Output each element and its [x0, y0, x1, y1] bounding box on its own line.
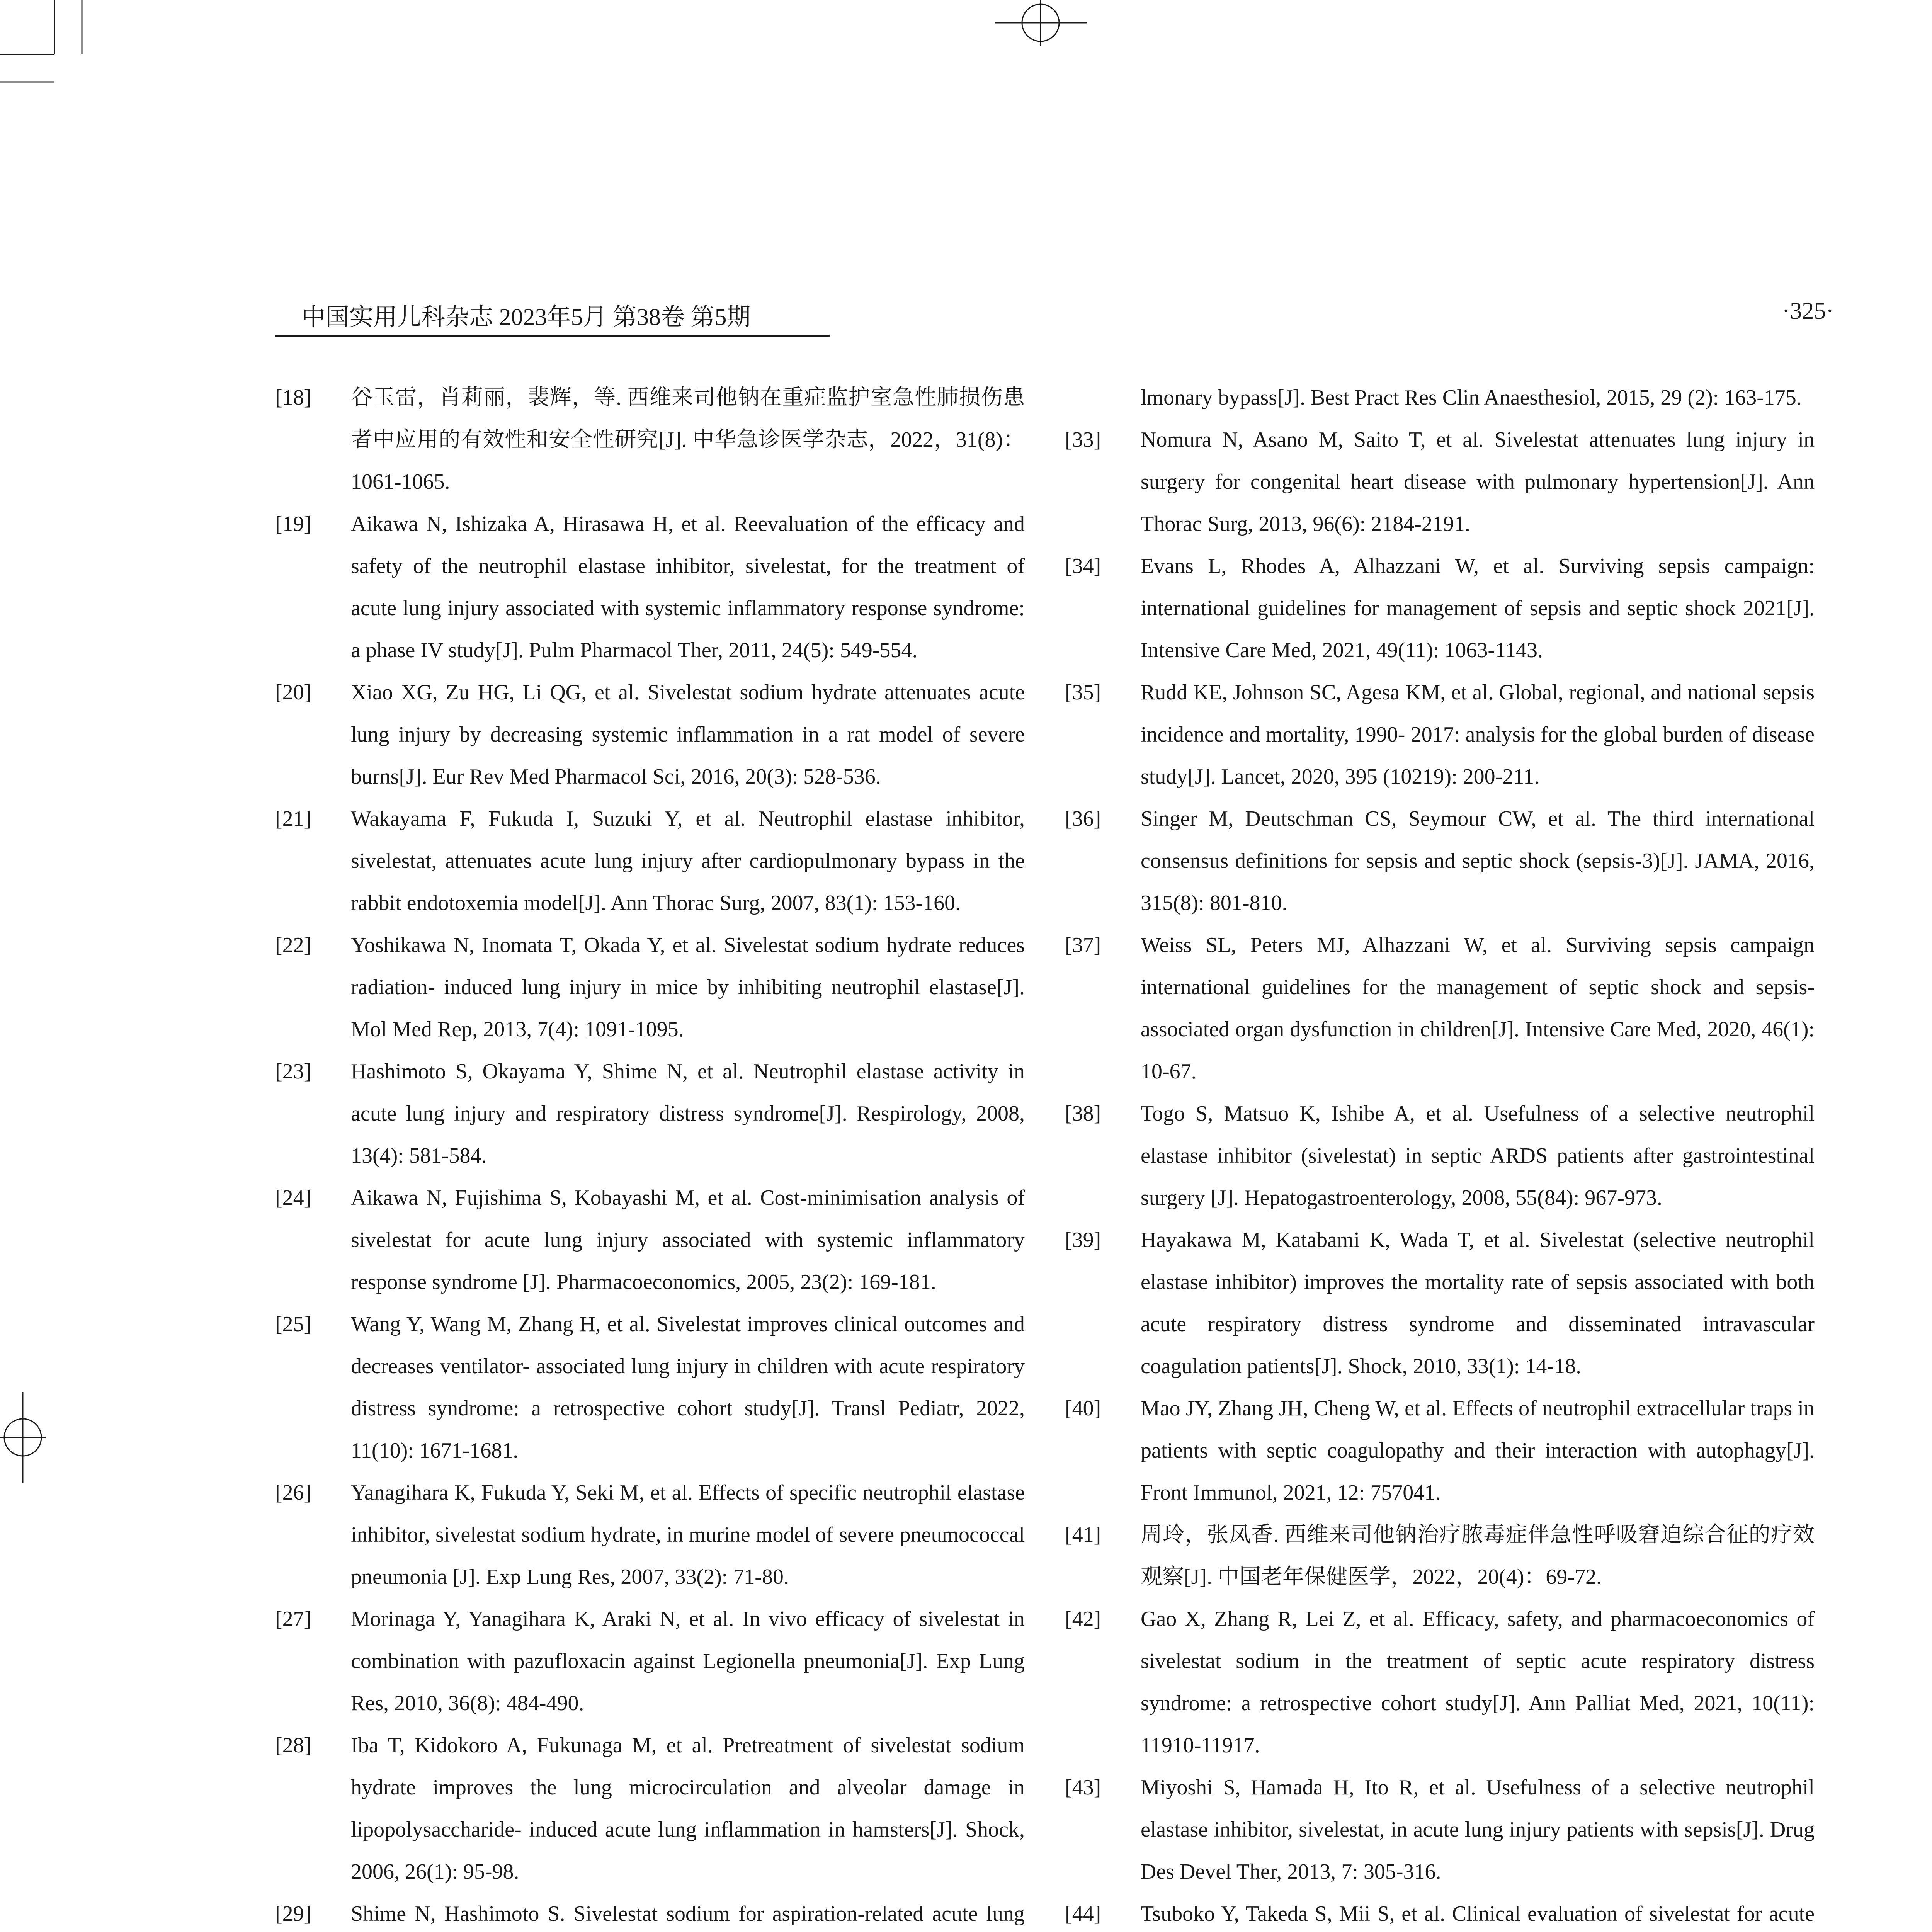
reference-entry: [1065, 1893, 1815, 1932]
reference-number: [19]: [275, 512, 311, 536]
reference-number: [40]: [1065, 1396, 1101, 1420]
page-number: ·325·: [1782, 298, 1834, 324]
reference-number: [42]: [1065, 1607, 1101, 1631]
reference-number: [20]: [275, 680, 311, 704]
reference-entry: [275, 1177, 1025, 1303]
reference-number: [27]: [275, 1607, 311, 1631]
header-rule: [275, 335, 830, 337]
reference-entry: [1065, 1598, 1815, 1767]
running-header-journal: 中国实用儿科杂志 2023年5月 第38卷 第5期: [301, 304, 751, 330]
reference-number: [36]: [1065, 807, 1101, 831]
reference-text: Wang Y, Wang M, Zhang H, et al. Sivelestat improves clinical outcomes and decreases ventilator- associated lung injury in children with acute respiratory distress syndrome: a retrospective cohort study[J]. Transl Pediatr, 2022, 11(10): 1671-1681.: [351, 1312, 1025, 1463]
reference-number: [37]: [1065, 933, 1101, 957]
reference-text: lmonary bypass[J]. Best Pract Res Clin Anaesthesiol, 2015, 29 (2): 163-175.: [1141, 386, 1802, 410]
crop-mark-top-left: [0, 0, 82, 82]
reference-text: Morinaga Y, Yanagihara K, Araki N, et al. In vivo efficacy of sivelestat in combination with pazufloxacin against Legionella pneumonia[J]. Exp Lung Res, 2010, 36(8): 484-490.: [351, 1607, 1025, 1715]
reference-entry: [275, 924, 1025, 1051]
reference-entry: [1065, 1767, 1815, 1893]
registration-mark-top: [995, 0, 1087, 46]
reference-entry: [275, 1893, 1025, 1932]
reference-number: [35]: [1065, 680, 1101, 704]
reference-number: [39]: [1065, 1228, 1101, 1252]
reference-entry: [275, 1051, 1025, 1177]
reference-text: Weiss SL, Peters MJ, Alhazzani W, et al. Surviving sepsis campaign international guidelines for the management of septic shock and sepsis-associated organ dysfunction in children[J]. Intensive Care Med, 2020, 46(1): 10-67.: [1141, 933, 1815, 1083]
reference-text: Hayakawa M, Katabami K, Wada T, et al. Sivelestat (selective neutrophil elastase inhibitor) improves the mortality rate of sepsis associated with both acute respiratory distress syndrome and disseminated intravascular coagulation patients[J]. Shock, 2010, 33(1): 14-18.: [1141, 1228, 1815, 1378]
reference-number: [44]: [1065, 1902, 1101, 1926]
reference-number: [43]: [1065, 1776, 1101, 1799]
registration-mark-left: [0, 1392, 46, 1483]
reference-entry: [275, 798, 1025, 924]
reference-text: Aikawa N, Fujishima S, Kobayashi M, et al. Cost-minimisation analysis of sivelestat for acute lung injury associated with systemic inflammatory response syndrome [J]. Pharmacoeconomics, 2005, 23(2): 169-181.: [351, 1186, 1025, 1294]
reference-entry: [1065, 924, 1815, 1093]
reference-text: Tsuboko Y, Takeda S, Mii S, et al. Clinical evaluation of sivelestat for acute: [1141, 1902, 1815, 1926]
reference-text: Mao JY, Zhang JH, Cheng W, et al. Effects of neutrophil extracellular traps in patients with septic coagulopathy and their interaction with autophagy[J]. Front Immunol, 2021, 12: 757041.: [1141, 1396, 1815, 1505]
reference-text: Hashimoto S, Okayama Y, Shime N, et al. Neutrophil elastase activity in acute lung injury and respiratory distress syndrome[J]. Respirology, 2008, 13(4): 581-584.: [351, 1060, 1025, 1168]
reference-number: [29]: [275, 1902, 311, 1926]
reference-entry: [275, 1598, 1025, 1725]
reference-number: [28]: [275, 1733, 311, 1757]
reference-number: [38]: [1065, 1102, 1101, 1126]
reference-text: Togo S, Matsuo K, Ishibe A, et al. Usefulness of a selective neutrophil elastase inhibitor (sivelestat) in septic ARDS patients after gastrointestinal surgery [J]. Hepatogastroenterology, 2008, 55(84): 967-973.: [1141, 1102, 1815, 1210]
reference-list-left-column: [275, 377, 1025, 1932]
reference-text: Xiao XG, Zu HG, Li QG, et al. Sivelestat sodium hydrate attenuates acute lung injury by decreasing systemic inflammation in a rat model of severe burns[J]. Eur Rev Med Pharmacol Sci, 2016, 20(3): 528-536.: [351, 680, 1025, 789]
reference-entry: [1065, 419, 1815, 545]
reference-text: Aikawa N, Ishizaka A, Hirasawa H, et al. Reevaluation of the efficacy and safety of the neutrophil elastase inhibitor, sivelestat, for the treatment of acute lung injury associated with systemic inflammatory response syndrome: a phase IV study[J]. Pulm Pharmacol Ther, 2011, 24(5): 549-554.: [351, 512, 1025, 662]
reference-text: 谷玉雷，肖莉丽，裴辉，等. 西维来司他钠在重症监护室急性肺损伤患者中应用的有效性和安全性研究[J]. 中华急诊医学杂志，2022，31(8)：1061-1065.: [351, 386, 1025, 494]
reference-entry: [1065, 1093, 1815, 1219]
reference-entry: [275, 1472, 1025, 1598]
reference-number: [25]: [275, 1312, 311, 1336]
reference-entry: [275, 1725, 1025, 1893]
reference-text: Yoshikawa N, Inomata T, Okada Y, et al. Sivelestat sodium hydrate reduces radiation- induced lung injury in mice by inhibiting neutrophil elastase[J]. Mol Med Rep, 2013, 7(4): 1091-1095.: [351, 933, 1025, 1041]
reference-number: [23]: [275, 1060, 311, 1083]
reference-entry: [275, 503, 1025, 672]
reference-text: Rudd KE, Johnson SC, Agesa KM, et al. Global, regional, and national sepsis incidence and mortality, 1990- 2017: analysis for the global burden of disease study[J]. Lancet, 2020, 395 (10219): 200-211.: [1141, 680, 1815, 789]
reference-number: [21]: [275, 807, 311, 831]
reference-entry: [1065, 1219, 1815, 1388]
reference-number: [33]: [1065, 428, 1101, 452]
reference-entry: [275, 377, 1025, 503]
reference-text: Evans L, Rhodes A, Alhazzani W, et al. Surviving sepsis campaign: international guidelines for management of sepsis and septic shock 2021[J]. Intensive Care Med, 2021, 49(11): 1063-1143.: [1141, 554, 1815, 662]
reference-number: [34]: [1065, 554, 1101, 578]
reference-text: 周玲，张凤香. 西维来司他钠治疗脓毒症伴急性呼吸窘迫综合征的疗效观察[J]. 中国老年保健医学，2022，20(4)：69-72.: [1141, 1523, 1815, 1589]
reference-text: Miyoshi S, Hamada H, Ito R, et al. Usefulness of a selective neutrophil elastase inhibitor, sivelestat, in acute lung injury patients with sepsis[J]. Drug Des Devel Ther, 2013, 7: 305-316.: [1141, 1776, 1815, 1884]
reference-entry: [275, 672, 1025, 798]
reference-entry: [1065, 545, 1815, 672]
reference-text: Singer M, Deutschman CS, Seymour CW, et al. The third international consensus definitions for sepsis and septic shock (sepsis-3)[J]. JAMA, 2016, 315(8): 801-810.: [1141, 807, 1815, 915]
reference-list-right-column: [1065, 377, 1815, 1932]
reference-number: [41]: [1065, 1523, 1101, 1547]
reference-text: Nomura N, Asano M, Saito T, et al. Sivelestat attenuates lung injury in surgery for congenital heart disease with pulmonary hypertension[J]. Ann Thorac Surg, 2013, 96(6): 2184-2191.: [1141, 428, 1815, 536]
reference-number: [18]: [275, 386, 311, 410]
reference-text: Wakayama F, Fukuda I, Suzuki Y, et al. Neutrophil elastase inhibitor, sivelestat, attenuates acute lung injury after cardiopulmonary bypass in the rabbit endotoxemia model[J]. Ann Thorac Surg, 2007, 83(1): 153-160.: [351, 807, 1025, 915]
reference-entry: [1065, 672, 1815, 798]
reference-number: [22]: [275, 933, 311, 957]
reference-number: [26]: [275, 1481, 311, 1505]
reference-text: Iba T, Kidokoro A, Fukunaga M, et al. Pretreatment of sivelestat sodium hydrate improves the lung microcirculation and alveolar damage in lipopolysaccharide- induced acute lung inflammation in hamsters[J]. Shock, 2006, 26(1): 95-98.: [351, 1733, 1025, 1884]
reference-entry: [1065, 1388, 1815, 1514]
reference-entry: [275, 1303, 1025, 1472]
reference-entry-continuation: [1065, 377, 1815, 419]
reference-text: Shime N, Hashimoto S. Sivelestat sodium for aspiration-related acute lung: [351, 1902, 1025, 1926]
reference-number: [24]: [275, 1186, 311, 1210]
reference-entry: [1065, 798, 1815, 924]
reference-text: Gao X, Zhang R, Lei Z, et al. Efficacy, safety, and pharmacoeconomics of sivelestat sodium in the treatment of septic acute respiratory distress syndrome: a retrospective cohort study[J]. Ann Palliat Med, 2021, 10(11): 11910-11917.: [1141, 1607, 1815, 1757]
reference-text: Yanagihara K, Fukuda Y, Seki M, et al. Effects of specific neutrophil elastase inhibitor, sivelestat sodium hydrate, in murine model of severe pneumococcal pneumonia [J]. Exp Lung Res, 2007, 33(2): 71-80.: [351, 1481, 1025, 1589]
reference-entry: [1065, 1514, 1815, 1598]
